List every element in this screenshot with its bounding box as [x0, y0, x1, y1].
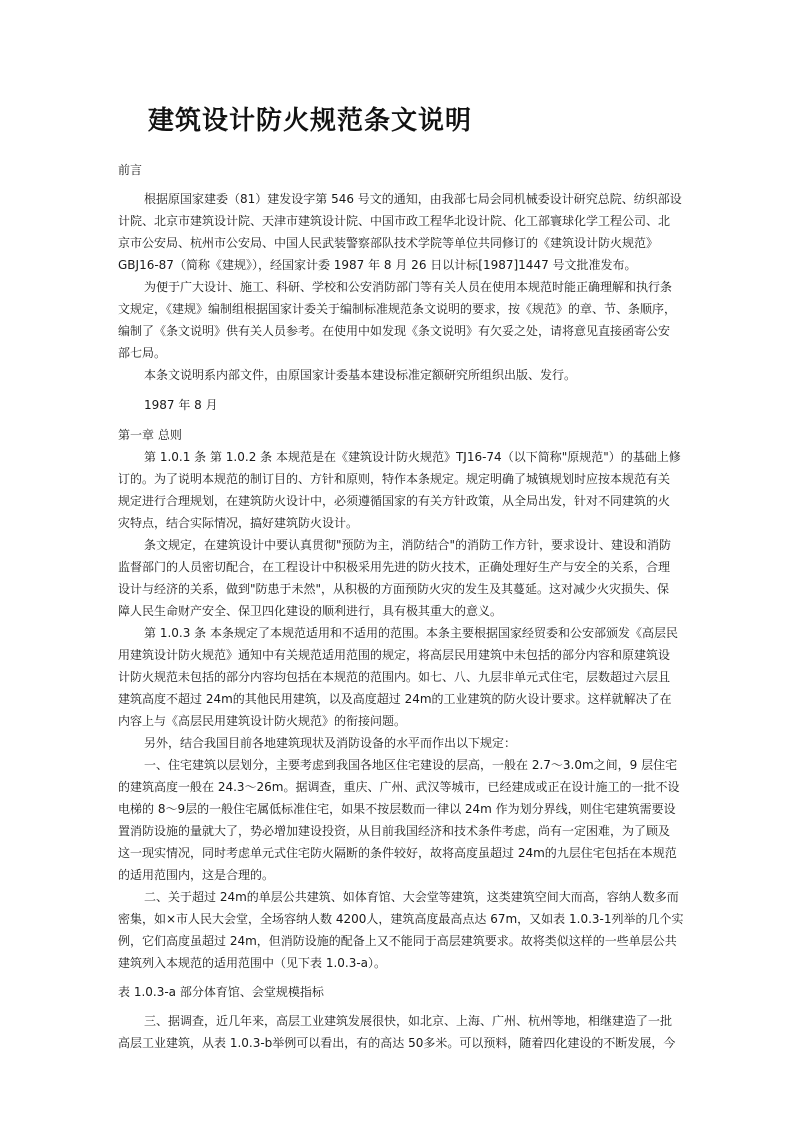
section-heading-preface: 前言 — [118, 163, 143, 177]
paragraph-line: 建筑高度不超过 24m的其他民用建筑，以及高度超过 24m的工业建筑的防火设计要求。这样就解决了在 — [118, 692, 672, 706]
paragraph-line: 电梯的 8～9层的一般住宅属低标准住宅，如果不按层数而一律以 24m 作为划分界线，则住宅建筑需要设 — [118, 802, 676, 816]
paragraph-line: 另外，结合我国目前各地建筑现状及消防设备的水平而作出以下规定： — [144, 736, 517, 750]
paragraph-line: 高层工业建筑，从表 1.0.3-b举例可以看出，有的高达 50多米。可以预料，随着四化建设的不断发展，今 — [118, 1036, 676, 1050]
paragraph-line: 内容上与《高层民用建筑设计防火规范》的衔接问题。 — [118, 714, 407, 728]
paragraph-line: 的适用范围内，这是合理的。 — [118, 868, 275, 882]
paragraph-line: 用建筑设计防火规范》通知中有关规范适用范围的规定，将高层民用建筑中未包括的部分内容和原建筑设 — [118, 648, 671, 662]
chapter-heading: 第一章 总则 — [118, 428, 182, 442]
paragraph-line: 障人民生命财产安全、保卫四化建设的顺利进行，具有极其重大的意义。 — [118, 604, 503, 618]
paragraph-line: 京市公安局、杭州市公安局、中国人民武装警察部队技术学院等单位共同修订的《建筑设计防火规范》 — [118, 236, 659, 250]
paragraph-line: 的建筑高度一般在 24.3～26m。据调查，重庆、广州、武汉等城市，已经建成或正在设计施工的一批不设 — [118, 780, 680, 794]
paragraph-line: GBJ16-87（简称《建规》），经国家计委 1987 年 8 月 26 日以计标[1987]1447 号文批准发布。 — [118, 258, 637, 272]
paragraph-line: 一、住宅建筑以层划分，主要考虑到我国各地区住宅建设的层高，一般在 2.7～3.0m之间，9 层住宅 — [144, 758, 678, 772]
paragraph-line: 这一现实情况，同时考虑单元式住宅防火隔断的条件较好，故将高度虽超过 24m的九层住宅包括在本规范 — [118, 846, 677, 860]
paragraph-line: 订的。为了说明本规范的制订目的、方针和原则，特作本条规定。规定明确了城镇规划时应按本规范有关 — [118, 472, 671, 486]
paragraph-line: 部七局。 — [118, 346, 167, 360]
document-title: 建筑设计防火规范条文说明 — [148, 106, 473, 136]
paragraph-line: 编制了《条文说明》供有关人员参考。在使用中如发现《条文说明》有欠妥之处，请将意见直接函寄公安 — [118, 324, 671, 338]
paragraph-line: 三、据调查，近几年来，高层工业建筑发展很快，如北京、上海、广州、杭州等地，相继建造了一批 — [144, 1014, 673, 1028]
paragraph-line: 条文规定，在建筑设计中要认真贯彻"预防为主，消防结合"的消防工作方针，要求设计、建设和消防 — [144, 538, 672, 552]
paragraph-line: 计院、北京市建筑设计院、天津市建筑设计院、中国市政工程华北设计院、化工部寰球化学工程公司、北 — [118, 214, 671, 228]
paragraph-line: 灾特点，结合实际情况，搞好建筑防火设计。 — [118, 516, 359, 530]
paragraph-line: 本条文说明系内部文件，由原国家计委基本建设标准定额研究所组织出版、发行。 — [144, 368, 577, 382]
paragraph-line: 文规定，《建规》编制组根据国家计委关于编制标准规范条文说明的要求，按《规范》的章、节、条顺序， — [118, 302, 677, 316]
paragraph-line: 规定进行合理规划，在建筑防火设计中，必须遵循国家的有关方针政策，从全局出发，针对不同建筑的火 — [118, 494, 671, 508]
paragraph-line: 置消防设施的量就大了，势必增加建设投资，从目前我国经济和技术条件考虑，尚有一定困难，为了顾及 — [118, 824, 671, 838]
paragraph-line: 建筑列入本规范的适用范围中（见下表 1.0.3-a）。 — [118, 956, 387, 970]
paragraph-line: 密集，如×市人民大会堂，全场容纳人数 4200人，建筑高度最高点达 67m，又如表 1.0.3-1列举的几个实 — [118, 912, 684, 926]
paragraph-line: 为便于广大设计、施工、科研、学校和公安消防部门等有关人员在使用本规范时能正确理解和执行条 — [144, 280, 673, 294]
table-caption: 表 1.0.3-a 部分体育馆、会堂规模指标 — [118, 985, 324, 999]
paragraph-line: 计防火规范未包括的部分内容均包括在本规范的范围内。如七、八、九层非单元式住宅，层数超过六层且 — [118, 670, 671, 684]
date-line: 1987 年 8 月 — [144, 398, 218, 412]
paragraph-line: 第 1.0.1 条 第 1.0.2 条 本规范是在《建筑设计防火规范》TJ16-74（以下简称"原规范"）的基础上修 — [144, 450, 681, 464]
paragraph-line: 监督部门的人员密切配合，在工程设计中积极采用先进的防火技术，正确处理好生产与安全的关系，合理 — [118, 560, 671, 574]
paragraph-line: 第 1.0.3 条 本条规定了本规范适用和不适用的范围。本条主要根据国家经贸委和公安部颁发《高层民 — [144, 626, 678, 640]
paragraph-line: 根据原国家建委（81）建发设字第 546 号文的通知，由我部七局会同机械委设计研究总院、纺织部设 — [144, 192, 682, 206]
paragraph-line: 二、关于超过 24m的单层公共建筑、如体育馆、大会堂等建筑，这类建筑空间大而高，容纳人数多而 — [144, 890, 679, 904]
paragraph-line: 例，它们高度虽超过 24m，但消防设施的配备上又不能同于高层建筑要求。故将类似这样的一些单层公共 — [118, 934, 677, 948]
paragraph-line: 设计与经济的关系，做到"防患于未然"，从积极的方面预防火灾的发生及其蔓延。这对减少火灾损失、保 — [118, 582, 670, 596]
